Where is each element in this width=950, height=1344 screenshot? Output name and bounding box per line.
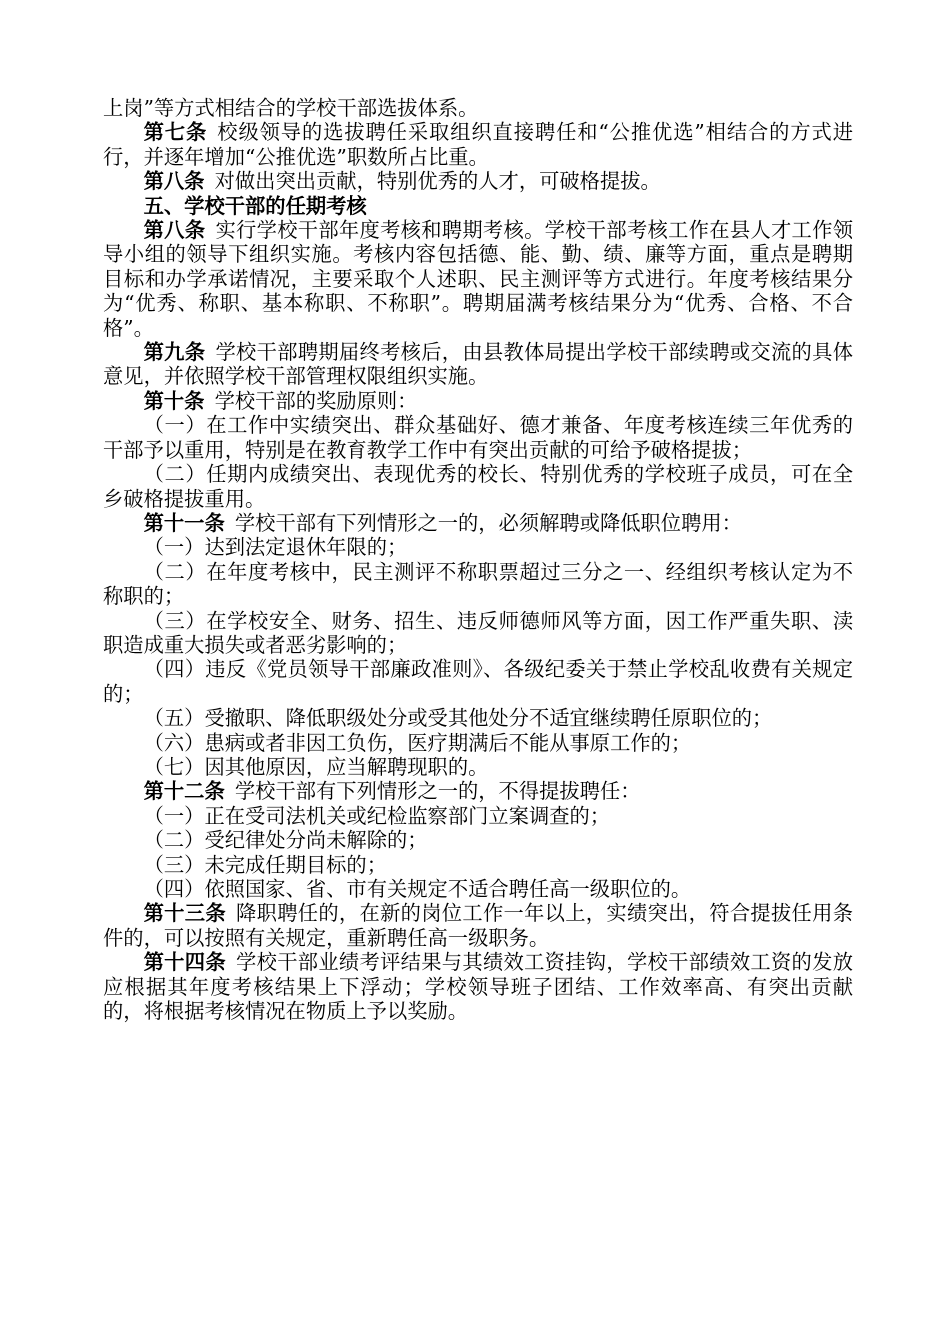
article-number: 第七条 (143, 120, 208, 145)
paragraph-text: 校级领导的选拔聘任采取组织直接聘任和“公推优选”相结合的方式进行，并逐年增加“公推优选”职数所占比重。 (103, 120, 853, 169)
paragraph-text: （二）在年度考核中，民主测评不称职票超过三分之一、经组织考核认定为不称职的； (103, 559, 853, 609)
paragraph-text: 实行学校干部年度考核和聘期考核。学校干部考核工作在县人才工作领导小组的领导下组织实施。考核内容包括德、能、勤、绩、廉等方面，重点是聘期目标和办学承诺情况，主要采取个人述职、民主测评等方式进行。年度考核结果分为“优秀、称职、基本称职、不称职”。聘期届满考核结果分为“优秀、合格、不合格”。 (103, 218, 853, 340)
paragraph-text: （一）正在受司法机关或纪检监察部门立案调查的； (143, 803, 611, 828)
list-item (103, 560, 853, 609)
paragraph-text: 学校干部的奖励原则： (214, 388, 418, 413)
article-number: 第十二条 (143, 779, 225, 804)
article-paragraph (103, 779, 853, 803)
article-paragraph (103, 901, 853, 950)
list-item (103, 877, 853, 901)
list-item (103, 828, 853, 852)
list-item (103, 657, 853, 706)
article-number: 第十三条 (143, 901, 226, 926)
article-paragraph (103, 120, 853, 169)
list-item (103, 413, 853, 462)
paragraph-text: （四）依照国家、省、市有关规定不适合聘任高一级职位的。 (143, 877, 692, 901)
document-page (103, 96, 853, 1023)
paragraph-text: 降职聘任的，在新的岗位工作一年以上，实绩突出，符合提拔任用条件的，可以按照有关规定，重新聘任高一级职务。 (103, 901, 853, 950)
list-item (103, 609, 853, 658)
list-item (103, 755, 853, 779)
article-paragraph (103, 389, 853, 413)
article-paragraph (103, 950, 853, 1023)
paragraph-text: （一）在工作中实绩突出、群众基础好、德才兼备、年度考核连续三年优秀的干部予以重用，特别是在教育教学工作中有突出贡献的可给予破格提拔； (103, 413, 853, 462)
paragraph-text: 对做出突出贡献，特别优秀的人才，可破格提拔。 (214, 169, 661, 194)
article-paragraph (103, 340, 853, 389)
list-item (103, 462, 853, 511)
list-item (103, 535, 853, 559)
paragraph-text: （二）任期内成绩突出、表现优秀的校长、特别优秀的学校班子成员，可在全乡破格提拔重用。 (103, 462, 853, 511)
article-number: 第八条 (143, 218, 206, 243)
article-number: 第八条 (143, 169, 205, 194)
paragraph-text: （三）在学校安全、财务、招生、违反师德师风等方面，因工作严重失职、渎职造成重大损失或者恶劣影响的； (103, 608, 853, 657)
article-number: 第十条 (143, 388, 205, 413)
paragraph-text: （五）受撤职、降低职级处分或受其他处分不适宜继续聘任原职位的； (143, 706, 773, 731)
paragraph-text: 学校干部聘期届终考核后，由县教体局提出学校干部续聘或交流的具体意见，并依照学校干部管理权限组织实施。 (103, 340, 853, 389)
paragraph-text: （二）受纪律处分尚未解除的； (143, 828, 428, 853)
paragraph-text: 学校干部有下列情形之一的，必须解聘或降低职位聘用： (234, 510, 742, 535)
article-paragraph (103, 218, 853, 340)
section-heading: 五、学校干部的任期考核 (143, 193, 367, 218)
paragraph-text: 学校干部业绩考评结果与其绩效工资挂钩，学校干部绩效工资的发放应根据其年度考核结果上下浮动；学校领导班子团结、工作效率高、有突出贡献的，将根据考核情况在物质上予以奖励。 (103, 950, 853, 1024)
paragraph-text: 上岗”等方式相结合的学校干部选拔体系。 (103, 96, 479, 120)
body-paragraph (103, 96, 853, 120)
paragraph-text: （六）患病或者非因工负伤，医疗期满后不能从事原工作的； (143, 730, 692, 755)
paragraph-text: 学校干部有下列情形之一的，不得提拔聘任： (234, 779, 641, 804)
list-item (103, 706, 853, 730)
article-paragraph (103, 169, 853, 193)
paragraph-text: （三）未完成任期目标的； (143, 852, 387, 877)
article-number: 第九条 (143, 340, 206, 365)
article-number: 第十四条 (143, 950, 226, 975)
article-paragraph (103, 511, 853, 535)
list-item (103, 731, 853, 755)
list-item (103, 853, 853, 877)
paragraph-text: （一）达到法定退休年限的； (143, 535, 408, 560)
article-number: 第十一条 (143, 510, 225, 535)
list-item (103, 804, 853, 828)
paragraph-text: （四）违反《党员领导干部廉政准则》、各级纪委关于禁止学校乱收费有关规定的； (103, 657, 853, 706)
paragraph-text: （七）因其他原因，应当解聘现职的。 (143, 754, 489, 779)
